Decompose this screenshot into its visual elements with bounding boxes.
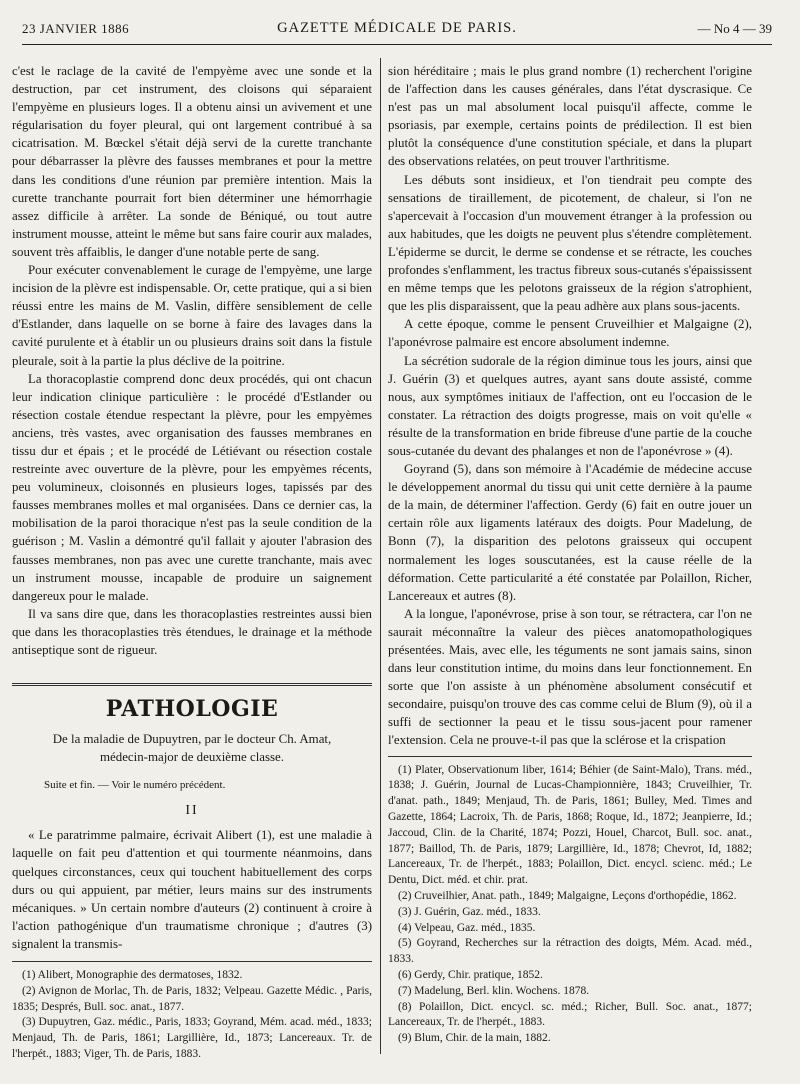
page-number: — No 4 — 39	[697, 21, 772, 36]
issue-date: 23 JANVIER 1886	[22, 21, 130, 36]
footnote: (3) Dupuytren, Gaz. médic., Paris, 1833; Goyrand, Mém. acad. méd., 1833; Menjaud, Th. de Paris, 1861; Largillière, Id., 1873; Lancereaux. Tr. de l'herpét., 1883; Viger, Th. de Paris, 1883.	[12, 1016, 372, 1061]
paragraph: Pour exécuter convenablement le curage de l'empyème, une large incision de la plèvre est indispensable. Or, cette pratique, qui a si bien réussi entre les mains de M. Vaslin, diffère sensiblement de celle d'Estlander, dans laquelle on se borne à faire des lavages dans la cavité purulente et à établir un ou plusieurs drains soit dans la fistule pleurale, soit à la partie la plus déclive de la poitrine.	[12, 263, 372, 368]
paragraph: Il va sans dire que, dans les thoracoplasties restreintes aussi bien que dans les thoracoplasties très étendues, le drainage et la méthode antiseptique sont de rigueur.	[12, 606, 372, 657]
footnote: (9) Blum, Chir. de la main, 1882.	[398, 1032, 551, 1045]
section-divider	[12, 683, 372, 686]
footnote-divider	[388, 756, 752, 757]
paragraph: La sécrétion sudorale de la région diminue tous les jours, ainsi que J. Guérin (3) et quelques autres, ayant sans doute assisté, comme nous, aux symptômes initiaux de l'affection, ont eu l'occasion de le constater. La rétraction des doigts progresse, mais on voit qu'elle « résulte de la transformation en bride fibreuse d'une partie de la couche sous-cutanée du devant des phalanges et non de l'aponévrose » (4).	[388, 353, 752, 458]
footnote: (8) Polaillon, Dict. encycl. sc. méd.; Richer, Bull. Soc. anat., 1877; Lancereaux, Tr. de l'herpét., 1883.	[388, 1000, 752, 1029]
column-divider	[380, 58, 381, 1054]
paragraph: Goyrand (5), dans son mémoire à l'Académie de médecine accuse le développement anormal du tissu qui unit cette dernière à la paume de la main, de déterminer l'affection. Gerdy (6) fait en outre jouer un certain rôle aux ligaments latéraux des doigts. Pour Madelung, de Bonn (7), la disparition des pelotons graisseux qui occupent normalement les loges souscutanées, est la cause réelle de la déformation. Cette particularité a été constatée par Polaillon, Richer, Lancereaux et autres (8).	[388, 462, 752, 603]
journal-title: GAZETTE MÉDICALE DE PARIS.	[277, 20, 517, 36]
footnote: (7) Madelung, Berl. klin. Wochens. 1878.	[398, 984, 590, 997]
paragraph: sion héréditaire ; mais le plus grand nombre (1) recherchent l'origine de l'affection dans les causes générales, dans l'état dyscrasique. Ce n'est pas un mal absolument local puisqu'il affecte, comme le psoriasis, par exemple, certains points de prédilection. Il est bien plutôt la conséquence d'une constitution spéciale, et dans la plupart des observations relatées, on peut trouver l'arthritisme.	[388, 64, 752, 169]
page-header	[22, 16, 772, 45]
paragraph: A la longue, l'aponévrose, prise à son tour, se rétractera, car l'on ne saurait méconnaître la valeur des pièces anatomopathologiques présentées. Mais, avec elle, les téguments ne sont jamais sains, sinon dans leur constitution intime, du moins dans leur fonctionnement. En sorte que l'on assiste à un phénomène absolument consécutif et secondaire, puisqu'on trouve des cas comme celui de Blum (9), où il a suffi de sectionner la peau et le tissu sous-jacent pour ramener l'extension. Cela ne prouve-t-il pas que la sclérose et la crispation	[388, 606, 752, 748]
paragraph: A cette époque, comme le pensent Cruveilhier et Malgaigne (2), l'aponévrose palmaire est encore absolument indemne.	[388, 317, 752, 350]
paragraph: « Le paratrimme palmaire, écrivait Alibert (1), est une maladie à laquelle on fait peu d'attention et qui tourmente néanmoins, dans quelques circonstances, ceux qui touchent habituellement des corps durs ou qui appuient, par métier, leurs mains sur des instruments mécaniques. » Un certain nombre d'auteurs (2) continuent à croire à l'action pathogénique d'un traumatisme chronique ; d'autres (3) signalent la transmis-	[12, 828, 372, 951]
right-column	[388, 62, 752, 1047]
footnote: (2) Avignon de Morlac, Th. de Paris, 1832; Velpeau. Gazette Médic. , Paris, 1835; Després, Bull. soc. anat., 1877.	[12, 984, 372, 1013]
article-title: De la maladie de Dupuytren, par le docteur Ch. Amat,	[52, 732, 332, 747]
chapter-number: II	[185, 803, 199, 819]
footnotes	[388, 763, 752, 1047]
continuation-note: Suite et fin. — Voir le numéro précédent.	[44, 779, 226, 792]
left-column	[12, 62, 372, 1063]
article-author-rank: médecin-major de deuxième classe.	[100, 750, 284, 765]
footnote: (4) Velpeau, Gaz. méd., 1835.	[398, 921, 536, 934]
footnotes	[12, 968, 372, 1063]
paragraph: Les débuts sont insidieux, et l'on tiendrait peu compte des sensations de tiraillement, de picotement, de chaleur, si l'on ne s'apercevait à l'occasion d'un mouvement étranger à la profession ou aux habitudes, que les doigts ne peuvent plus s'étendre complètement. L'épiderme se durcit, le derme se condense et se rétracte, les couches profondes s'enflamment, les tractus fibreux sous-cutanés s'épaississent en même temps que les pelotons graisseux de la région s'atrophient, que les plis disparaissent, que la peau adhère aux plans sous-jacents.	[388, 172, 752, 314]
section-title: PATHOLOGIE	[105, 696, 279, 723]
footnote: (1) Alibert, Monographie des dermatoses, 1832.	[22, 969, 243, 982]
footnote: (1) Plater, Observationum liber, 1614; Béhier (de Saint-Malo), Trans. méd., 1838; J. Guérin, Journal de Lucas-Championnière, 1843; Cruveilhier, Tr. d'anat. path., 1849; Menjaud, Th. de Paris, 1861; Bulley, Med. Times and Gazette, 1864; Lacroix, Th. de Paris, 1868; Roque, Id., 1872; Jeanpierre, Id.; Jaccoud, Clin. de la Charité, 1874; Pozzi, Houel, Charcot, Bull. soc. anat., 1877; Baillod, Th. de Paris, 1879; Largillière, Id., 1878; Chevrot, Id, 1882; Lancereaux, Tr. de l'herpét., 1883; Polaillon, Dict. encycl. scienc. méd.; Le Dentu, Dict. méd. et chir. prat.	[388, 763, 752, 887]
paragraph: c'est le raclage de la cavité de l'empyème avec une sonde et la destruction, par cet instrument, des cloisons qui séparaient l'empyème en plusieurs loges. Il a obtenu ainsi un avivement et une régularisation du foyer pleural, qui ont largement contribué à sa cicatrisation. M. Bœckel s'était déjà servi de la curette tranchante pour débarrasser la plèvre des fausses membranes et pour la mettre dans les conditions d'une réunion par première intention. Mais la curette tranchante pourrait fort bien déterminer une hémorrhagie assez difficile à arrêter. La sonde de Béniqué, ou tout autre instrument mousse, atteint le même but sans faire courir aux malades, souvent très affaiblis, le danger d'une notable perte de sang.	[12, 64, 372, 259]
footnote: (5) Goyrand, Recherches sur la rétraction des doigts, Mém. Acad. méd., 1833.	[388, 937, 752, 966]
footnote: (3) J. Guérin, Gaz. méd., 1833.	[398, 905, 541, 918]
footnote: (2) Cruveilhier, Anat. path., 1849; Malgaigne, Leçons d'orthopédie, 1862.	[398, 889, 737, 902]
footnote-divider	[12, 961, 372, 962]
footnote: (6) Gerdy, Chir. pratique, 1852.	[398, 968, 543, 981]
paragraph: La thoracoplastie comprend donc deux procédés, qui ont chacun leur indication clinique particulière : le procédé d'Estlander ou résection costale étendue respectant la plèvre, pour les empyèmes anciens, très vastes, avec organisation des fausses membranes en tissu dur et épais ; et le procédé de Létiévant ou résection costale restreinte avec ouverture de la plèvre, pour les empyèmes récents, peu volumineux, cloisonnés en plusieurs loges, tapissés par des fausses membranes molles et mal organisées. Dans ce dernier cas, la mobilisation de la paroi thoracique n'est pas la seule condition de la guérison ; M. Vaslin a démontré qu'il fallait y ajouter l'abrasion des fausses membranes, non pas avec une curette tranchante, mais avec un instrument mousse, incapable de produire un saignement dangereux pour le malade.	[12, 371, 372, 603]
